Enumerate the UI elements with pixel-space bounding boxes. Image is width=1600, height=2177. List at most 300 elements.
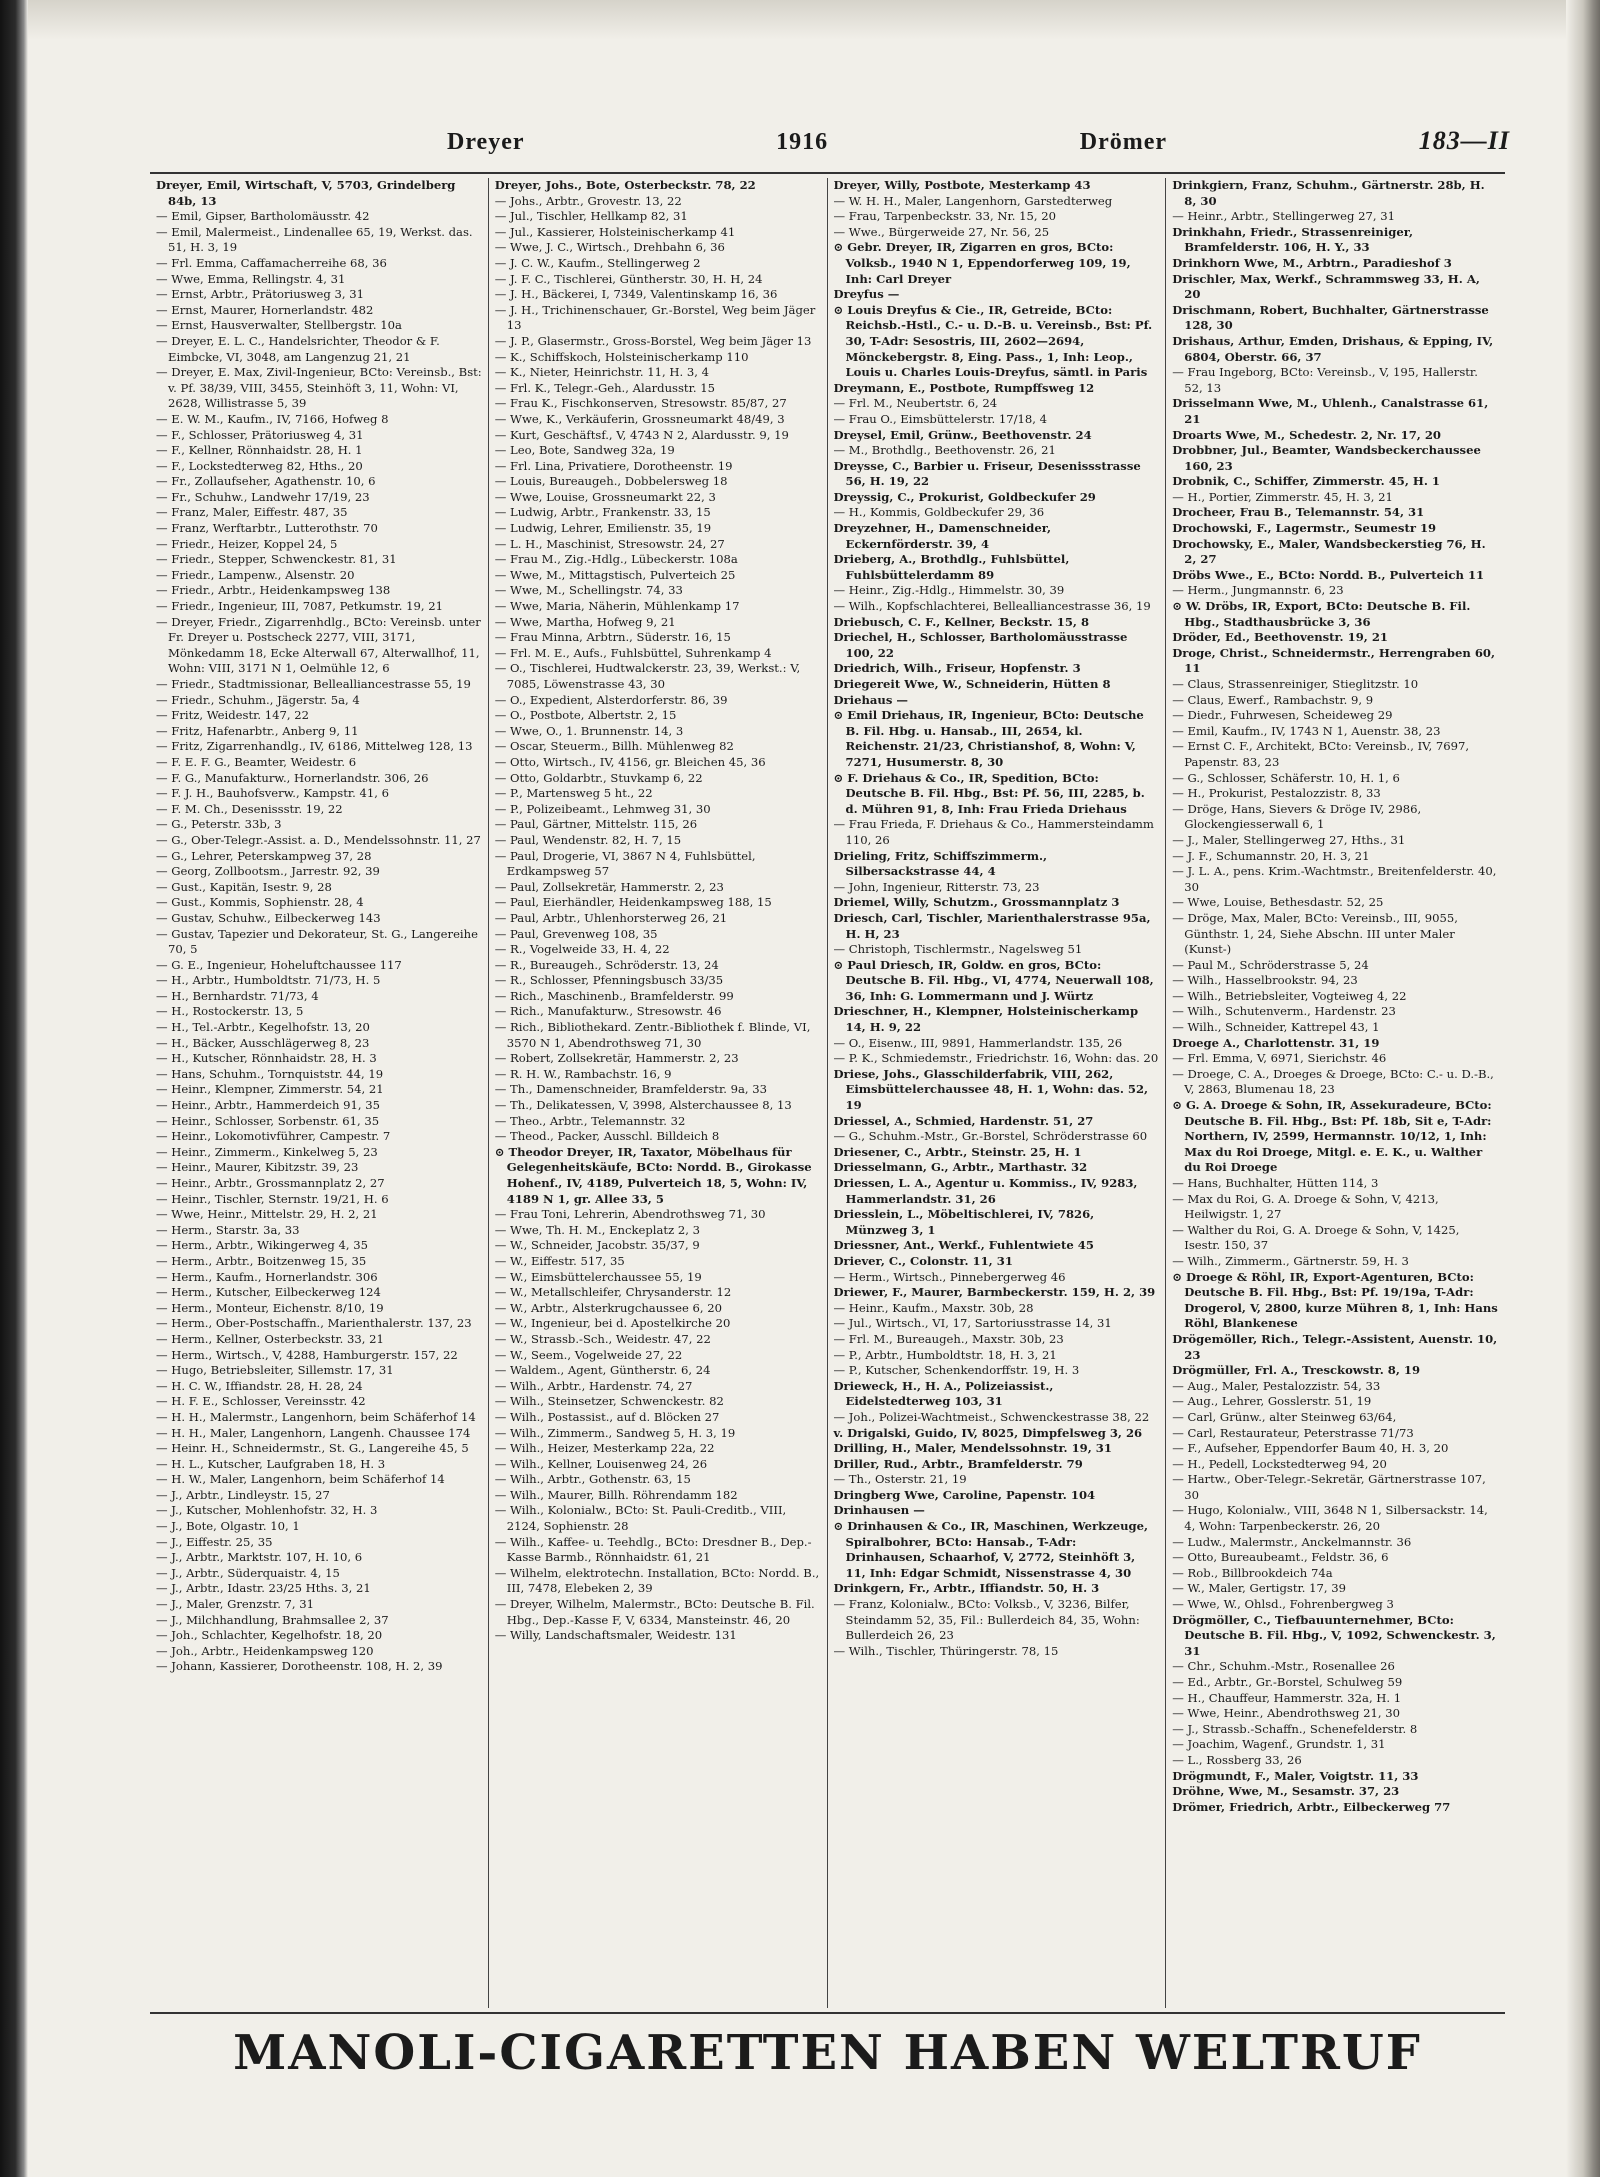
directory-entry: ⊙ Emil Driehaus, IR, Ingenieur, BCto: Deutsche B. Fil. Hbg. u. Hansab., III, 2654, kl. Reichenstr. 21/23, Christianshof, 8, Wohn: V, 7271, Husumerstr. 8, 30 bbox=[833, 708, 1144, 769]
directory-entry: — Wilh., Zimmerm., Sandweg 5, H. 3, 19 bbox=[494, 1425, 736, 1440]
directory-entry: — J., Eiffestr. 25, 35 bbox=[156, 1534, 273, 1549]
directory-entry: — Herm., Kellner, Osterbeckstr. 33, 21 bbox=[156, 1331, 384, 1346]
directory-entry: — L. H., Maschinist, Stresowstr. 24, 27 bbox=[494, 536, 725, 551]
directory-entry: Driessel, A., Schmied, Hardenstr. 51, 27 bbox=[833, 1113, 1094, 1128]
directory-entry: — Wwe, Louise, Grossneumarkt 22, 3 bbox=[494, 489, 716, 504]
directory-entry: — P. K., Schmiedemstr., Friedrichstr. 16, Wohn: das. 20 bbox=[833, 1051, 1159, 1066]
directory-entry: Dreyfus — bbox=[833, 287, 900, 302]
directory-entry: — Ludwig, Lehrer, Emilienstr. 35, 19 bbox=[494, 521, 712, 536]
directory-entry: — K., Schiffskoch, Holsteinischerkamp 110 bbox=[494, 349, 749, 364]
directory-entry: Drinkhorn Wwe, M., Arbtrn., Paradieshof 3 bbox=[1172, 255, 1452, 270]
directory-entry: — Frau Frieda, F. Driehaus & Co., Hammersteindamm 110, 26 bbox=[833, 817, 1154, 847]
directory-entry: — Robert, Zollsekretär, Hammerstr. 2, 23 bbox=[494, 1051, 739, 1066]
directory-entry: — J. H., Trichinenschauer, Gr.-Borstel, Weg beim Jäger 13 bbox=[494, 302, 816, 333]
directory-entry: — Wilh., Schneider, Kattrepel 43, 1 bbox=[1172, 1020, 1380, 1035]
directory-entry: Driedrich, Wilh., Friseur, Hopfenstr. 3 bbox=[833, 661, 1081, 676]
directory-entry: — W. H. H., Maler, Langenhorn, Garstedterweg bbox=[833, 193, 1113, 208]
directory-entry: — Frau K., Fischkonserven, Stresowstr. 85/87, 27 bbox=[494, 396, 787, 411]
directory-entry: — J., Arbtr., Idastr. 23/25 Hths. 3, 21 bbox=[156, 1581, 371, 1596]
directory-entry: — Christoph, Tischlermstr., Nagelsweg 51 bbox=[833, 942, 1083, 957]
directory-entry: — H., Prokurist, Pestalozzistr. 8, 33 bbox=[1172, 786, 1381, 801]
directory-entry: — Heinr., Lokomotivführer, Campestr. 7 bbox=[156, 1129, 391, 1144]
directory-entry: — Friedr., Stadtmissionar, Bellealliancestrasse 55, 19 bbox=[156, 677, 471, 691]
directory-entry: ⊙ G. A. Droege & Sohn, IR, Assekuradeure, BCto: Deutsche B. Fil. Hbg., Bst: Pf. 18b, Sit e, T-Adr: Northern, IV, 2599, Hermannstr. 10/12, 1, Inh: Max du Roi Droege, Mitgl. e. E. K., u. Walther du Roi Droege bbox=[1172, 1098, 1492, 1175]
directory-entry: — J. F., Schumannstr. 20, H. 3, 21 bbox=[1172, 848, 1370, 863]
directory-entry: Drischler, Max, Werkf., Schrammsweg 33, H. A, 20 bbox=[1172, 271, 1480, 302]
directory-entry: — Wwe, Th. H. M., Enckeplatz 2, 3 bbox=[494, 1222, 701, 1237]
directory-entry: — Claus, Strassenreiniger, Stieglitzstr. 10 bbox=[1172, 677, 1419, 691]
directory-entry: — H., Pedell, Lockstedterweg 94, 20 bbox=[1172, 1456, 1387, 1471]
header-rule bbox=[150, 172, 1505, 174]
directory-entry: — Frau Toni, Lehrerin, Abendrothsweg 71, 30 bbox=[494, 1207, 766, 1222]
directory-entry: — Joh., Schlachter, Kegelhofstr. 18, 20 bbox=[156, 1628, 383, 1643]
directory-entry: — Hartw., Ober-Telegr.-Sekretär, Gärtnerstrasse 107, 30 bbox=[1172, 1472, 1486, 1502]
directory-entry: — Oscar, Steuerm., Billh. Mühlenweg 82 bbox=[494, 739, 734, 754]
directory-entry: — Heinr., Arbtr., Hammerdeich 91, 35 bbox=[156, 1098, 380, 1113]
directory-entry: Drinkhahn, Friedr., Strassenreiniger, Bramfelderstr. 106, H. Y., 33 bbox=[1172, 224, 1414, 255]
directory-entry: — H. W., Maler, Langenhorn, beim Schäferhof 14 bbox=[156, 1472, 445, 1487]
directory-entry: Drömer, Friedrich, Arbtr., Eilbeckerweg 77 bbox=[1172, 1799, 1451, 1814]
directory-entry: — Joachim, Wagenf., Grundstr. 1, 31 bbox=[1172, 1737, 1386, 1752]
directory-entry: Drobnik, C., Schiffer, Zimmerstr. 45, H. 1 bbox=[1172, 474, 1441, 489]
directory-entry: — Friedr., Stepper, Schwenckestr. 81, 31 bbox=[156, 552, 397, 567]
directory-entry: — J., Maler, Stellingerweg 27, Hths., 31 bbox=[1172, 832, 1406, 847]
directory-entry: — Friedr., Ingenieur, III, 7087, Petkumstr. 19, 21 bbox=[156, 599, 444, 614]
directory-entry: Dreyzehner, H., Damenschneider, Eckernförderstr. 39, 4 bbox=[833, 521, 1052, 551]
directory-entry: — P., Polizeibeamt., Lehmweg 31, 30 bbox=[494, 801, 711, 816]
directory-entry: ⊙ Louis Dreyfus & Cie., IR, Getreide, BCto: Reichsb.-Hstl., C.- u. D.-B. u. Vereinsb., Bst: Pf. 30, T-Adr: Sesostris, III, 2602—2694, Mönckebergstr. 8, Eing. Pass., 1, Inh: Leop., Louis u. Charles Louis-Dreyfus, sämtl. in Paris bbox=[833, 302, 1153, 380]
directory-entry: Drieweck, H., H. A., Polizeiassist., Eidelstedterweg 103, 31 bbox=[833, 1378, 1054, 1409]
directory-entry: Driessen, L. A., Agentur u. Kommiss., IV, 9283, Hammerlandstr. 31, 26 bbox=[833, 1176, 1138, 1206]
directory-entry: — Frl. Emma, Caffamacherreihe 68, 36 bbox=[156, 255, 387, 270]
directory-entry: — Otto, Bureaubeamt., Feldstr. 36, 6 bbox=[1172, 1550, 1389, 1565]
directory-entry: — J. C. W., Kaufm., Stellingerweg 2 bbox=[494, 255, 701, 270]
directory-entry: — Th., Delikatessen, V, 3998, Alsterchaussee 8, 13 bbox=[494, 1098, 792, 1113]
directory-column-1 bbox=[150, 178, 489, 2008]
directory-entry: Droege A., Charlottenstr. 31, 19 bbox=[1172, 1035, 1380, 1050]
directory-entry: — G., Schlosser, Schäferstr. 10, H. 1, 6 bbox=[1172, 770, 1400, 785]
directory-entry: — Friedr., Heizer, Koppel 24, 5 bbox=[156, 536, 338, 551]
directory-entry: — Carl, Grünw., alter Steinweg 63/64, bbox=[1172, 1409, 1397, 1424]
directory-entry: — Fr., Schuhw., Landwehr 17/19, 23 bbox=[156, 489, 370, 504]
directory-entry: — Wwe, Emma, Rellingstr. 4, 31 bbox=[156, 271, 346, 286]
directory-entry: Dreyer, Willy, Postbote, Mesterkamp 43 bbox=[833, 178, 1091, 192]
directory-entry: — Paul, Zollsekretär, Hammerstr. 2, 23 bbox=[494, 879, 724, 894]
directory-entry: — Wwe., Bürgerweide 27, Nr. 56, 25 bbox=[833, 224, 1050, 239]
directory-entry: — Waldem., Agent, Güntherstr. 6, 24 bbox=[494, 1363, 711, 1378]
header-year: 1916 bbox=[776, 129, 829, 155]
directory-entry: — R., Vogelweide 33, H. 4, 22 bbox=[494, 942, 670, 957]
directory-entry: Dreyssig, C., Prokurist, Goldbeckufer 29 bbox=[833, 489, 1096, 504]
directory-entry: — Hans, Schuhm., Tornquiststr. 44, 19 bbox=[156, 1066, 384, 1081]
directory-entry: — Max du Roi, G. A. Droege & Sohn, V, 4213, Heilwigstr. 1, 27 bbox=[1172, 1191, 1439, 1222]
directory-entry: Drieling, Fritz, Schiffszimmerm., Silbersackstrasse 44, 4 bbox=[833, 848, 1048, 879]
directory-entry: v. Drigalski, Guido, IV, 8025, Dimpfelsweg 3, 26 bbox=[833, 1425, 1143, 1440]
directory-entry: — F. J. H., Bauhofsverw., Kampstr. 41, 6 bbox=[156, 786, 390, 801]
directory-entry: — G., Schuhm.-Mstr., Gr.-Borstel, Schröderstrasse 60 bbox=[833, 1129, 1148, 1144]
directory-entry: — Wilh., Kellner, Louisenweg 24, 26 bbox=[494, 1456, 708, 1471]
directory-entry: — Heinr. H., Schneidermstr., St. G., Langereihe 45, 5 bbox=[156, 1441, 469, 1456]
directory-entry: — Dreyer, Friedr., Zigarrenhdlg., BCto: Vereinsb. unter Fr. Dreyer u. Postscheck 2277, VIII, 3171, Mönkedamm 18, Ecke Alterwall 67, Alterwallhof, 11, Wohn: VIII, 3171 N 1, Oelmühle 12, 6 bbox=[156, 614, 481, 676]
directory-entry: — Fritz, Hafenarbtr., Anberg 9, 11 bbox=[156, 723, 359, 738]
directory-entry: — Fritz, Zigarrenhandlg., IV, 6186, Mittelweg 128, 13 bbox=[156, 739, 473, 754]
directory-entry: — Frl. M. E., Aufs., Fuhlsbüttel, Suhrenkamp 4 bbox=[494, 645, 772, 660]
directory-entry: Driese, Johs., Glasschilderfabrik, VIII, 262, Eimsbüttelerchaussee 48, H. 1, Wohn: das. 52, 19 bbox=[833, 1066, 1149, 1113]
directory-entry: — Frau M., Zig.-Hdlg., Lübeckerstr. 108a bbox=[494, 552, 738, 567]
directory-entry: — Wwe, Heinr., Mittelstr. 29, H. 2, 21 bbox=[156, 1207, 378, 1222]
directory-entry: — W., Metallschleifer, Chrysanderstr. 12 bbox=[494, 1285, 732, 1300]
directory-entry: — Wilh., Kolonialw., BCto: St. Pauli-Creditb., VIII, 2124, Sophienstr. 28 bbox=[494, 1503, 787, 1534]
directory-entry: — Aug., Maler, Pestalozzistr. 54, 33 bbox=[1172, 1378, 1381, 1393]
footer-advertisement: MANOLI-CIGARETTEN HABEN WELTRUF bbox=[233, 2025, 1422, 2081]
directory-entry: — John, Ingenieur, Ritterstr. 73, 23 bbox=[833, 879, 1040, 894]
directory-entry: — Herm., Wirtsch., V, 4288, Hamburgerstr. 157, 22 bbox=[156, 1347, 458, 1362]
directory-entry: — Ludwig, Arbtr., Frankenstr. 33, 15 bbox=[494, 505, 711, 520]
directory-entry: — J. P., Glasermstr., Gross-Borstel, Weg beim Jäger 13 bbox=[494, 333, 812, 348]
directory-entry: — Frl. M., Neubertstr. 6, 24 bbox=[833, 396, 998, 411]
directory-entry: — Rich., Manufakturw., Stresowstr. 46 bbox=[494, 1004, 722, 1019]
directory-entry: Drinkgern, Fr., Arbtr., Iffiandstr. 50, H. 3 bbox=[833, 1581, 1100, 1596]
directory-entry: ⊙ F. Driehaus & Co., IR, Spedition, BCto: Deutsche B. Fil. Hbg., Bst: Pf. 56, III, 2285, b. d. Mühren 91, 8, Inh: Frau Frieda Driehaus bbox=[833, 770, 1145, 816]
directory-entry: — F., Lockstedterweg 82, Hths., 20 bbox=[156, 458, 363, 473]
directory-entry: — Hugo, Betriebsleiter, Sillemstr. 17, 31 bbox=[156, 1363, 394, 1378]
directory-entry: — Fritz, Weidestr. 147, 22 bbox=[156, 708, 310, 723]
directory-entry: — W., Schneider, Jacobstr. 35/37, 9 bbox=[494, 1238, 700, 1253]
directory-entry: — Walther du Roi, G. A. Droege & Sohn, V, 1425, Isestr. 150, 37 bbox=[1172, 1222, 1460, 1253]
directory-entry: Driesch, Carl, Tischler, Marienthalerstrasse 95a, H. H, 23 bbox=[833, 910, 1151, 941]
directory-entry: Driebusch, C. F., Kellner, Beckstr. 15, 8 bbox=[833, 614, 1090, 629]
directory-entry: — Paul, Eierhändler, Heidenkampsweg 188, 15 bbox=[494, 895, 772, 910]
directory-entry: — Herm., Ober-Postschaffn., Marienthalerstr. 137, 23 bbox=[156, 1316, 472, 1331]
directory-entry: Drieberg, A., Brothdlg., Fuhlsbüttel, Fuhlsbüttelerdamm 89 bbox=[833, 552, 1070, 582]
directory-entry: — Droege, C. A., Droeges & Droege, BCto: C.- u. D.-B., V, 2863, Blumenau 18, 23 bbox=[1172, 1066, 1494, 1097]
directory-entry: — Wwe, K., Verkäuferin, Grossneumarkt 48/49, 3 bbox=[494, 411, 785, 426]
directory-entry: — H., Arbtr., Humboldtstr. 71/73, H. 5 bbox=[156, 973, 381, 988]
directory-entry: — Wilh., Hasselbrookstr. 94, 23 bbox=[1172, 973, 1358, 988]
directory-entry: — Georg, Zollbootsm., Jarrestr. 92, 39 bbox=[156, 864, 380, 879]
directory-entry: Drinkgiern, Franz, Schuhm., Gärtnerstr. 28b, H. 8, 30 bbox=[1172, 178, 1485, 208]
header-first-name: Dreyer bbox=[447, 129, 525, 155]
directory-entry: — Wilhelm, elektrotechn. Installation, BCto: Nordd. B., III, 7478, Elebeken 2, 39 bbox=[494, 1565, 820, 1596]
directory-entry: — R. H. W., Rambachstr. 16, 9 bbox=[494, 1066, 672, 1081]
directory-entry: Drobbner, Jul., Beamter, Wandsbeckerchaussee 160, 23 bbox=[1172, 443, 1481, 473]
directory-entry: ⊙ Droege & Röhl, IR, Export-Agenturen, BCto: Deutsche B. Fil. Hbg., Bst: Pf. 19/19a, T-Adr: Drogerol, V, 2800, kurze Mühren 8, 1, Inh: Hans Röhl, Blankenese bbox=[1172, 1269, 1498, 1331]
directory-entry: — W., Eiffestr. 517, 35 bbox=[494, 1253, 625, 1268]
directory-entry: — M., Brothdlg., Beethovenstr. 26, 21 bbox=[833, 443, 1056, 458]
directory-entry: — G. E., Ingenieur, Hoheluftchaussee 117 bbox=[156, 957, 402, 972]
directory-entry: Droarts Wwe, M., Schedestr. 2, Nr. 17, 20 bbox=[1172, 427, 1441, 442]
directory-entry: Dreyer, Emil, Wirtschaft, V, 5703, Grindelberg 84b, 13 bbox=[156, 178, 456, 208]
directory-entry: Dröbs Wwe., E., BCto: Nordd. B., Pulverteich 11 bbox=[1172, 567, 1485, 582]
directory-entry: — Rob., Billbrookdeich 74a bbox=[1172, 1565, 1333, 1580]
directory-entry: — Paul, Grevenweg 108, 35 bbox=[494, 926, 658, 941]
directory-entry: — O., Eisenw., III, 9891, Hammerlandstr. 135, 26 bbox=[833, 1035, 1123, 1050]
directory-entry: — Paul, Drogerie, VI, 3867 N 4, Fuhlsbüttel, Erdkampsweg 57 bbox=[494, 848, 756, 879]
directory-entry: — Joh., Polizei-Wachtmeist., Schwenckestrasse 38, 22 bbox=[833, 1409, 1150, 1424]
directory-entry: — Wilh., Tischler, Thüringerstr. 78, 15 bbox=[833, 1643, 1059, 1658]
directory-entry: — J. F. C., Tischlerei, Güntherstr. 30, H. H, 24 bbox=[494, 271, 763, 286]
directory-entry: — Wilh., Zimmerm., Gärtnerstr. 59, H. 3 bbox=[1172, 1253, 1409, 1268]
directory-entry: — Dreyer, E. L. C., Handelsrichter, Theodor & F. Eimbcke, VI, 3048, am Langenzug 21, 21 bbox=[156, 333, 440, 364]
directory-entry: — Frau, Tarpenbeckstr. 33, Nr. 15, 20 bbox=[833, 209, 1056, 224]
directory-entry: — W., Ingenieur, bei d. Apostelkirche 20 bbox=[494, 1316, 731, 1331]
directory-entry: — Paul, Wendenstr. 82, H. 7, 15 bbox=[494, 832, 682, 847]
directory-entry: — Dreyer, Wilhelm, Malermstr., BCto: Deutsche B. Fil. Hbg., Dep.-Kasse F, V, 6334, Mansteinstr. 46, 20 bbox=[494, 1597, 815, 1627]
directory-entry: — F., Schlosser, Prätoriusweg 4, 31 bbox=[156, 427, 364, 442]
directory-entry: — Leo, Bote, Sandweg 32a, 19 bbox=[494, 443, 675, 458]
directory-entry: — Frau Minna, Arbtrn., Süderstr. 16, 15 bbox=[494, 630, 731, 645]
directory-entry: — L., Rossberg 33, 26 bbox=[1172, 1752, 1302, 1767]
directory-entry: — Dröge, Hans, Sievers & Dröge IV, 2986, Glockengiesserwall 6, 1 bbox=[1172, 801, 1422, 832]
directory-entry: — Herm., Kaufm., Hornerlandstr. 306 bbox=[156, 1269, 378, 1284]
directory-entry: Driewer, F., Maurer, Barmbeckerstr. 159, H. 2, 39 bbox=[833, 1285, 1156, 1300]
directory-entry: — Gust., Kommis, Sophienstr. 28, 4 bbox=[156, 895, 364, 910]
directory-entry: Drisselmann Wwe, M., Uhlenh., Canalstrasse 61, 21 bbox=[1172, 396, 1489, 426]
directory-entry: — Frl. Emma, V, 6971, Sierichstr. 46 bbox=[1172, 1051, 1387, 1066]
directory-entry: — Wwe, J. C., Wirtsch., Drehbahn 6, 36 bbox=[494, 240, 725, 255]
directory-entry: — P., Kutscher, Schenkendorffstr. 19, H. 3 bbox=[833, 1363, 1080, 1378]
directory-entry: — Hans, Buchhalter, Hütten 114, 3 bbox=[1172, 1176, 1379, 1190]
directory-entry: — Herm., Starstr. 3a, 33 bbox=[156, 1222, 300, 1237]
directory-entry: — Friedr., Schuhm., Jägerstr. 5a, 4 bbox=[156, 692, 360, 707]
directory-entry: Driever, C., Colonstr. 11, 31 bbox=[833, 1253, 1013, 1268]
directory-entry: — Frl. K., Telegr.-Geh., Alardusstr. 15 bbox=[494, 380, 715, 395]
directory-entry: — Louis, Bureaugeh., Dobbelersweg 18 bbox=[494, 474, 728, 489]
running-header bbox=[150, 126, 1510, 166]
directory-entry: — Herm., Monteur, Eichenstr. 8/10, 19 bbox=[156, 1300, 384, 1315]
directory-entry: — Wilh., Maurer, Billh. Röhrendamm 182 bbox=[494, 1487, 738, 1502]
directory-entry: — Wwe, Louise, Bethesdastr. 52, 25 bbox=[1172, 895, 1384, 910]
directory-entry: — Paul, Arbtr., Uhlenhorsterweg 26, 21 bbox=[494, 910, 728, 925]
directory-entry: — Carl, Restaurateur, Peterstrasse 71/73 bbox=[1172, 1425, 1414, 1440]
directory-entry: — H., Chauffeur, Hammerstr. 32a, H. 1 bbox=[1172, 1690, 1402, 1705]
directory-entry: — Emil, Malermeist., Lindenallee 65, 19, Werkst. das. 51, H. 3, 19 bbox=[156, 224, 473, 255]
directory-entry: Drocheer, Frau B., Telemannstr. 54, 31 bbox=[1172, 505, 1425, 520]
directory-entry: — J. L. A., pens. Krim.-Wachtmstr., Breitenfelderstr. 40, 30 bbox=[1172, 864, 1497, 894]
directory-entry: Driesslein, L., Möbeltischlerei, IV, 7826, Münzweg 3, 1 bbox=[833, 1207, 1095, 1237]
directory-entry: — Wilh., Betriebsleiter, Vogteiweg 4, 22 bbox=[1172, 988, 1407, 1003]
directory-entry: — Theo., Arbtr., Telemannstr. 32 bbox=[494, 1113, 686, 1128]
directory-entry: — Wilh., Schutenverm., Hardenstr. 23 bbox=[1172, 1004, 1396, 1019]
directory-entry: — O., Tischlerei, Hudtwalckerstr. 23, 39, Werkst.: V, 7085, Löwenstrasse 43, 30 bbox=[494, 661, 801, 691]
directory-entry: — Heinr., Kaufm., Maxstr. 30b, 28 bbox=[833, 1300, 1034, 1315]
directory-entry: — Chr., Schuhm.-Mstr., Rosenallee 26 bbox=[1172, 1659, 1395, 1674]
directory-entry: Driehaus — bbox=[833, 692, 908, 707]
directory-entry: — Herm., Arbtr., Wikingerweg 4, 35 bbox=[156, 1238, 368, 1253]
directory-entry: Drögmundt, F., Maler, Voigtstr. 11, 33 bbox=[1172, 1768, 1419, 1783]
directory-entry: Drochowski, F., Lagermstr., Seumestr 19 bbox=[1172, 521, 1437, 536]
directory-entry: — H. F. E., Schlosser, Vereinsstr. 42 bbox=[156, 1394, 366, 1409]
directory-entry: — Jul., Tischler, Hellkamp 82, 31 bbox=[494, 209, 688, 224]
directory-entry: ⊙ W. Dröbs, IR, Export, BCto: Deutsche B. Fil. Hbg., Stadthausbrücke 3, 36 bbox=[1172, 599, 1471, 629]
directory-entry: — Wilh., Kaffee- u. Teehdlg., BCto: Dresdner B., Dep.-Kasse Barmb., Rönnhaidstr. 61, 21 bbox=[494, 1534, 812, 1565]
directory-entry: — Frau Ingeborg, BCto: Vereinsb., V, 195, Hallerstr. 52, 13 bbox=[1172, 365, 1478, 395]
directory-entry: — Th., Damenschneider, Bramfelderstr. 9a, 33 bbox=[494, 1082, 767, 1097]
directory-entry: Dringberg Wwe, Caroline, Papenstr. 104 bbox=[833, 1487, 1096, 1502]
directory-entry: — Wwe, Martha, Hofweg 9, 21 bbox=[494, 614, 676, 629]
directory-entry: — Herm., Arbtr., Boitzenweg 15, 35 bbox=[156, 1253, 367, 1268]
directory-entry: Driechel, H., Schlosser, Bartholomäusstrasse 100, 22 bbox=[833, 630, 1128, 660]
directory-entry: — F. G., Manufakturw., Hornerlandstr. 306, 26 bbox=[156, 770, 429, 785]
directory-entry: — Herm., Kutscher, Eilbeckerweg 124 bbox=[156, 1285, 381, 1300]
directory-entry: — Heinr., Zig.-Hdlg., Himmelstr. 30, 39 bbox=[833, 583, 1065, 598]
directory-entry: — H., Kommis, Goldbeckufer 29, 36 bbox=[833, 505, 1045, 520]
directory-entry: Dreysse, C., Barbier u. Friseur, Desenissstrasse 56, H. 19, 22 bbox=[833, 458, 1141, 489]
directory-entry: — Wilh., Postassist., auf d. Blöcken 27 bbox=[494, 1409, 720, 1424]
directory-entry: — Wwe, M., Mittagstisch, Pulverteich 25 bbox=[494, 567, 736, 582]
directory-entry: — O., Postbote, Albertstr. 2, 15 bbox=[494, 708, 677, 723]
directory-columns bbox=[150, 178, 1505, 2008]
directory-entry: — J., Arbtr., Süderquaistr. 4, 15 bbox=[156, 1565, 340, 1580]
directory-entry: — Aug., Lehrer, Gosslerstr. 51, 19 bbox=[1172, 1394, 1372, 1409]
directory-entry: Driemel, Willy, Schutzm., Grossmannplatz 3 bbox=[833, 895, 1120, 910]
directory-entry: Droge, Christ., Schneidermstr., Herrengraben 60, 11 bbox=[1172, 645, 1496, 676]
directory-entry: — W., Eimsbüttelerchaussee 55, 19 bbox=[494, 1269, 702, 1284]
directory-entry: — Gustav, Schuhw., Eilbeckerweg 143 bbox=[156, 910, 381, 925]
directory-entry: Drieschner, H., Klempner, Holsteinischerkamp 14, H. 9, 22 bbox=[833, 1004, 1139, 1035]
directory-entry: — Frau O., Eimsbüttelerstr. 17/18, 4 bbox=[833, 411, 1048, 426]
directory-entry: Driesselmann, G., Arbtr., Marthastr. 32 bbox=[833, 1160, 1088, 1175]
directory-entry: — G., Lehrer, Peterskampweg 37, 28 bbox=[156, 848, 372, 863]
directory-entry: — J., Strassb.-Schaffn., Schenefelderstr. 8 bbox=[1172, 1721, 1418, 1736]
directory-entry: Drilling, H., Maler, Mendelssohnstr. 19, 31 bbox=[833, 1441, 1112, 1456]
directory-entry: — H. C. W., Iffiandstr. 28, H. 28, 24 bbox=[156, 1378, 363, 1393]
directory-entry: Dreyer, Johs., Bote, Osterbeckstr. 78, 22 bbox=[494, 178, 756, 192]
directory-entry: — Theod., Packer, Ausschl. Billdeich 8 bbox=[494, 1129, 720, 1144]
directory-entry: — W., Seem., Vogelweide 27, 22 bbox=[494, 1347, 683, 1362]
directory-entry: Dreysel, Emil, Grünw., Beethovenstr. 24 bbox=[833, 427, 1092, 442]
directory-entry: — G., Peterstr. 33b, 3 bbox=[156, 817, 282, 832]
directory-entry: — Wwe, W., Ohlsd., Fohrenbergweg 3 bbox=[1172, 1597, 1394, 1612]
directory-entry: — Heinr., Maurer, Kibitzstr. 39, 23 bbox=[156, 1160, 359, 1175]
directory-entry: — Heinr., Schlosser, Sorbenstr. 61, 35 bbox=[156, 1113, 380, 1128]
directory-entry: — Wwe, M., Schellingstr. 74, 33 bbox=[494, 583, 683, 598]
directory-entry: — Hugo, Kolonialw., VIII, 3648 N 1, Silbersackstr. 14, 4, Wohn: Tarpenbeckerstr. 26, 20 bbox=[1172, 1503, 1488, 1534]
directory-entry: — Ernst, Arbtr., Prätoriusweg 3, 31 bbox=[156, 287, 365, 302]
directory-entry: — W., Arbtr., Alsterkrugchaussee 6, 20 bbox=[494, 1300, 722, 1315]
directory-entry: — Friedr., Lampenw., Alsenstr. 20 bbox=[156, 567, 355, 582]
directory-entry: — F., Aufseher, Eppendorfer Baum 40, H. 3, 20 bbox=[1172, 1441, 1449, 1456]
directory-entry: — Franz, Maler, Eiffestr. 487, 35 bbox=[156, 505, 348, 520]
directory-entry: Dreymann, E., Postbote, Rumpffsweg 12 bbox=[833, 380, 1095, 395]
directory-entry: — Frl. M., Bureaugeh., Maxstr. 30b, 23 bbox=[833, 1331, 1064, 1346]
directory-entry: — J., Milchhandlung, Brahmsallee 2, 37 bbox=[156, 1612, 389, 1627]
directory-entry: — G., Ober-Telegr.-Assist. a. D., Mendelssohnstr. 11, 27 bbox=[156, 832, 481, 847]
directory-entry: — H. L., Kutscher, Laufgraben 18, H. 3 bbox=[156, 1456, 386, 1471]
directory-entry: — Ernst, Hausverwalter, Stellbergstr. 10a bbox=[156, 318, 402, 333]
directory-entry: Drishaus, Arthur, Emden, Drishaus, & Epping, IV, 6804, Oberstr. 66, 37 bbox=[1172, 333, 1494, 364]
directory-entry: — H., Rostockerstr. 13, 5 bbox=[156, 1004, 304, 1019]
directory-entry: — F. E. F. G., Beamter, Weidestr. 6 bbox=[156, 754, 357, 769]
directory-entry: — Franz, Werftarbtr., Lutterothstr. 70 bbox=[156, 521, 378, 536]
directory-entry: — Heinr., Arbtr., Stellingerweg 27, 31 bbox=[1172, 209, 1395, 224]
directory-entry: — J., Bote, Olgastr. 10, 1 bbox=[156, 1519, 300, 1534]
directory-column-3 bbox=[828, 178, 1167, 2008]
directory-entry: — Th., Osterstr. 21, 19 bbox=[833, 1472, 967, 1487]
header-last-name: Drömer bbox=[1079, 129, 1168, 155]
directory-entry: Dröhne, Wwe, M., Sesamstr. 37, 23 bbox=[1172, 1784, 1400, 1799]
directory-entry: — Emil, Kaufm., IV, 1743 N 1, Auenstr. 38, 23 bbox=[1172, 723, 1441, 738]
directory-entry: — Paul M., Schröderstrasse 5, 24 bbox=[1172, 957, 1369, 972]
directory-entry: — Wilh., Steinsetzer, Schwenckestr. 82 bbox=[494, 1394, 724, 1409]
directory-entry: — F., Kellner, Rönnhaidstr. 28, H. 1 bbox=[156, 443, 363, 458]
directory-entry: — Joh., Arbtr., Heidenkampsweg 120 bbox=[156, 1643, 374, 1658]
directory-entry: — Heinr., Arbtr., Grossmannplatz 2, 27 bbox=[156, 1176, 385, 1190]
directory-entry: — H., Tel.-Arbtr., Kegelhofstr. 13, 20 bbox=[156, 1020, 370, 1035]
directory-entry: — Paul, Gärtner, Mittelstr. 115, 26 bbox=[494, 817, 698, 832]
directory-entry: Drögmüller, Frl. A., Tresckowstr. 8, 19 bbox=[1172, 1363, 1421, 1378]
directory-entry: — W., Maler, Gertigstr. 17, 39 bbox=[1172, 1581, 1347, 1596]
directory-column-2 bbox=[489, 178, 828, 2008]
directory-entry: — Diedr., Fuhrwesen, Scheideweg 29 bbox=[1172, 708, 1393, 723]
directory-entry: — J., Kutscher, Mohlenhofstr. 32, H. 3 bbox=[156, 1503, 378, 1518]
directory-entry: — Jul., Wirtsch., VI, 17, Sartoriusstrasse 14, 31 bbox=[833, 1316, 1112, 1331]
directory-entry: — Otto, Goldarbtr., Stuvkamp 6, 22 bbox=[494, 770, 703, 785]
directory-entry: Dröder, Ed., Beethovenstr. 19, 21 bbox=[1172, 630, 1388, 645]
directory-entry: Driller, Rud., Arbtr., Bramfelderstr. 79 bbox=[833, 1456, 1083, 1471]
directory-entry: — H. H., Maler, Langenhorn, Langenh. Chaussee 174 bbox=[156, 1425, 471, 1440]
directory-entry: — R., Schlosser, Pfenningsbusch 33/35 bbox=[494, 973, 724, 988]
directory-entry: Drochowsky, E., Maler, Wandsbeckerstieg 76, H. 2, 27 bbox=[1172, 536, 1486, 567]
directory-entry: — O., Expedient, Alsterdorferstr. 86, 39 bbox=[494, 692, 728, 707]
directory-entry: — Ernst C. F., Architekt, BCto: Vereinsb., IV, 7697, Papenstr. 83, 23 bbox=[1172, 739, 1470, 769]
directory-entry: ⊙ Theodor Dreyer, IR, Taxator, Möbelhaus für Gelegenheitskäufe, BCto: Nordd. B., Girokasse Hohenf., IV, 4189, Pulverteich 18, 5, Wohn: IV, 4189 N 1, gr. Allee 33, 5 bbox=[494, 1144, 812, 1206]
directory-entry: — Gustav, Tapezier und Dekorateur, St. G., Langereihe 70, 5 bbox=[156, 926, 478, 957]
directory-entry: — H. H., Malermstr., Langenhorn, beim Schäferhof 14 bbox=[156, 1409, 476, 1424]
directory-entry: ⊙ Drinhausen & Co., IR, Maschinen, Werkzeuge, Spiralbohrer, BCto: Hansab., T-Adr: Drinhausen, Schaarhof, V, 2772, Steinhöft 3, 11, Inh: Edgar Schmidt, Nissenstrasse 4, 30 bbox=[833, 1519, 1149, 1580]
directory-entry: — Johs., Arbtr., Grovestr. 13, 22 bbox=[494, 193, 682, 208]
directory-entry: ⊙ Paul Driesch, IR, Goldw. en gros, BCto: Deutsche B. Fil. Hbg., VI, 4774, Neuerwall 108, 36, Inh: G. Lommermann und J. Würtz bbox=[833, 957, 1154, 1003]
directory-entry: — Dröge, Max, Maler, BCto: Vereinsb., III, 9055, Günthstr. 1, 24, Siehe Abschn. III unter Maler (Kunst-) bbox=[1172, 910, 1458, 957]
directory-entry: Driesener, C., Arbtr., Steinstr. 25, H. 1 bbox=[833, 1144, 1082, 1159]
directory-entry: — Dreyer, E. Max, Zivil-Ingenieur, BCto: Vereinsb., Bst: v. Pf. 38/39, VIII, 3455, Steinhöft 3, 11, Wohn: VI, 2628, Willistrasse 5, 39 bbox=[156, 365, 482, 411]
directory-entry: — Fr., Zollaufseher, Agathenstr. 10, 6 bbox=[156, 474, 376, 489]
directory-entry: — Ed., Arbtr., Gr.-Borstel, Schulweg 59 bbox=[1172, 1675, 1403, 1689]
directory-entry: — Wilh., Arbtr., Gothenstr. 63, 15 bbox=[494, 1472, 691, 1487]
directory-entry: — Heinr., Klempner, Zimmerstr. 54, 21 bbox=[156, 1082, 384, 1097]
directory-entry: — Wwe, O., 1. Brunnenstr. 14, 3 bbox=[494, 723, 684, 738]
directory-entry: — Heinr., Tischler, Sternstr. 19/21, H. 6 bbox=[156, 1191, 389, 1206]
directory-entry: Drinhausen — bbox=[833, 1503, 925, 1518]
page-top-shadow bbox=[28, 0, 1566, 40]
directory-entry: — Frl. Lina, Privatiere, Dorotheenstr. 19 bbox=[494, 458, 733, 473]
directory-entry: — P., Martensweg 5 ht., 22 bbox=[494, 786, 653, 801]
directory-entry: — Wilh., Kopfschlachterei, Bellealliancestrasse 36, 19 bbox=[833, 599, 1151, 614]
directory-entry: — R., Bureaugeh., Schröderstr. 13, 24 bbox=[494, 957, 719, 972]
page-edge-shadow bbox=[1566, 0, 1600, 2177]
directory-entry: — Johann, Kassierer, Dorotheenstr. 108, H. 2, 39 bbox=[156, 1659, 443, 1674]
directory-entry: — Herm., Wirtsch., Pinnebergerweg 46 bbox=[833, 1269, 1066, 1284]
directory-entry: Drögmöller, C., Tiefbauunternehmer, BCto: Deutsche B. Fil. Hbg., V, 1092, Schwenckestr. 3, 31 bbox=[1172, 1612, 1496, 1658]
directory-entry: — Claus, Ewerf., Rambachstr. 9, 9 bbox=[1172, 692, 1374, 707]
directory-entry: — Willy, Landschaftsmaler, Weidestr. 131 bbox=[494, 1628, 737, 1643]
directory-entry: — J., Arbtr., Lindleystr. 15, 27 bbox=[156, 1487, 330, 1502]
directory-entry: — Jul., Kassierer, Holsteinischerkamp 41 bbox=[494, 224, 736, 239]
directory-entry: — Wwe, Maria, Näherin, Mühlenkamp 17 bbox=[494, 599, 740, 614]
directory-entry: Driegereit Wwe, W., Schneiderin, Hütten 8 bbox=[833, 677, 1111, 691]
directory-entry: — Emil, Gipser, Bartholomäusstr. 42 bbox=[156, 209, 370, 224]
directory-entry: — Otto, Wirtsch., IV, 4156, gr. Bleichen 45, 36 bbox=[494, 754, 766, 769]
directory-entry: Drögemöller, Rich., Telegr.-Assistent, Auenstr. 10, 23 bbox=[1172, 1331, 1498, 1362]
directory-column-4 bbox=[1166, 178, 1505, 2008]
directory-entry: — H., Bäcker, Ausschlägerweg 8, 23 bbox=[156, 1035, 370, 1050]
directory-entry: — Herm., Jungmannstr. 6, 23 bbox=[1172, 583, 1344, 598]
directory-entry: — F. M. Ch., Desenissstr. 19, 22 bbox=[156, 801, 343, 816]
directory-entry: — H., Kutscher, Rönnhaidstr. 28, H. 3 bbox=[156, 1051, 377, 1066]
directory-entry: Driessner, Ant., Werkf., Fuhlentwiete 45 bbox=[833, 1238, 1094, 1253]
footer-rule bbox=[150, 2012, 1505, 2014]
directory-entry: — Friedr., Arbtr., Heidenkampsweg 138 bbox=[156, 583, 391, 598]
